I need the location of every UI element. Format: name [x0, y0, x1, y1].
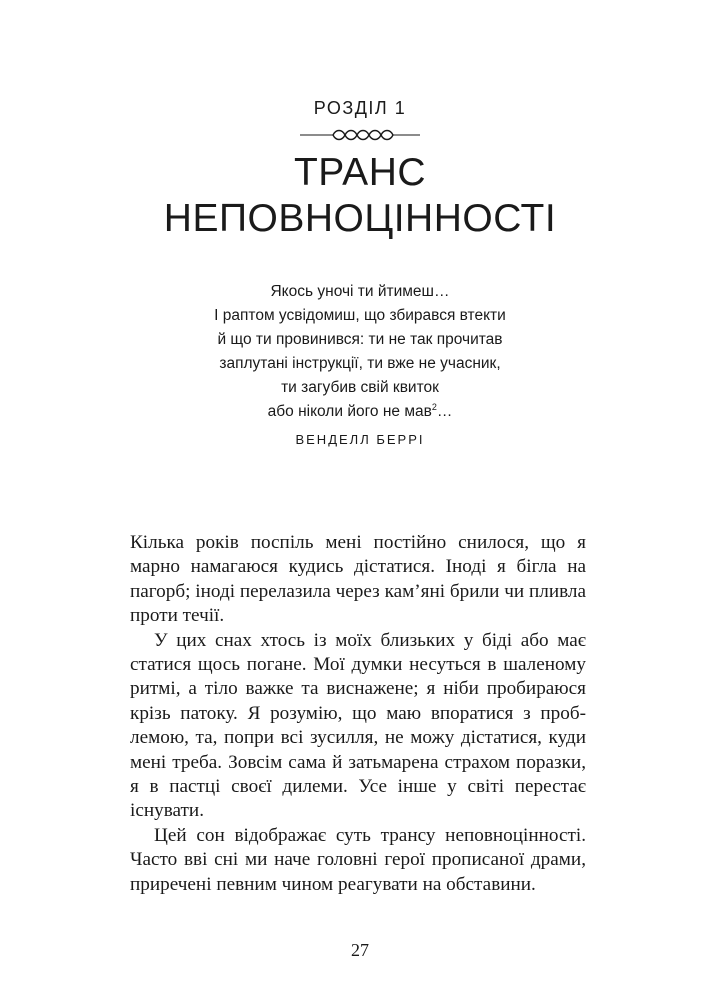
chapter-title: [0, 150, 720, 242]
epigraph-line: Якось уночі ти йтимеш…: [270, 283, 450, 300]
epigraph: [0, 280, 720, 452]
epigraph-line-text: або ніколи його не мав: [267, 403, 432, 420]
swirl-ornament-icon: [300, 127, 420, 143]
body-paragraph: Кілька років поспіль мені постійно снилося, що я марно намагаюся кудись дістатися. Іноді я бігла на пагорб; іноді перелазила через кам’яні брили чи пливла проти течії.: [130, 532, 586, 627]
footnote-marker: 2: [431, 401, 437, 412]
chapter-label: РОЗДІЛ 1: [313, 98, 407, 118]
epigraph-line: ти загубив свій квиток: [281, 379, 439, 396]
chapter-title-line-1: ТРАНС: [293, 151, 427, 194]
epigraph-line-last: [0, 400, 720, 424]
epigraph-line: І раптом усвідомиш, що збирався втекти: [214, 307, 506, 324]
epigraph-line: й що ти провинився: ти не так прочитав: [217, 331, 503, 348]
body-text: [130, 531, 586, 897]
epigraph-line: заплутані інструкції, ти вже не учасник,: [219, 355, 501, 372]
body-paragraph: Цей сон відображає суть трансу неповноцінності. Часто вві сні ми наче головні герої прописаної драми, приречені певним чином реагувати на обставини.: [130, 824, 586, 895]
epigraph-author: ВЕНДЕЛЛ БЕРРІ: [295, 432, 425, 447]
chapter-title-line-2: НЕПОВНОЦІННОСТІ: [163, 197, 557, 240]
epigraph-ellipsis: …: [436, 403, 453, 420]
page-number: 27: [351, 940, 369, 960]
body-paragraph: У цих снах хтось із моїх близьких у біді або має статися щось погане. Мої думки несуться в шаленому ритмі, а тіло важке та виснажене; я ніби пробираюся крізь патоку. Я розумію, що маю впоратися з проблемою, та, попри всі зусилля, не можу дістатися, куди мені треба. Зовсім сама й затьмарена страхом поразки, я в пастці своєї дилеми. Усе інше у світі перестає існувати.: [130, 629, 586, 822]
